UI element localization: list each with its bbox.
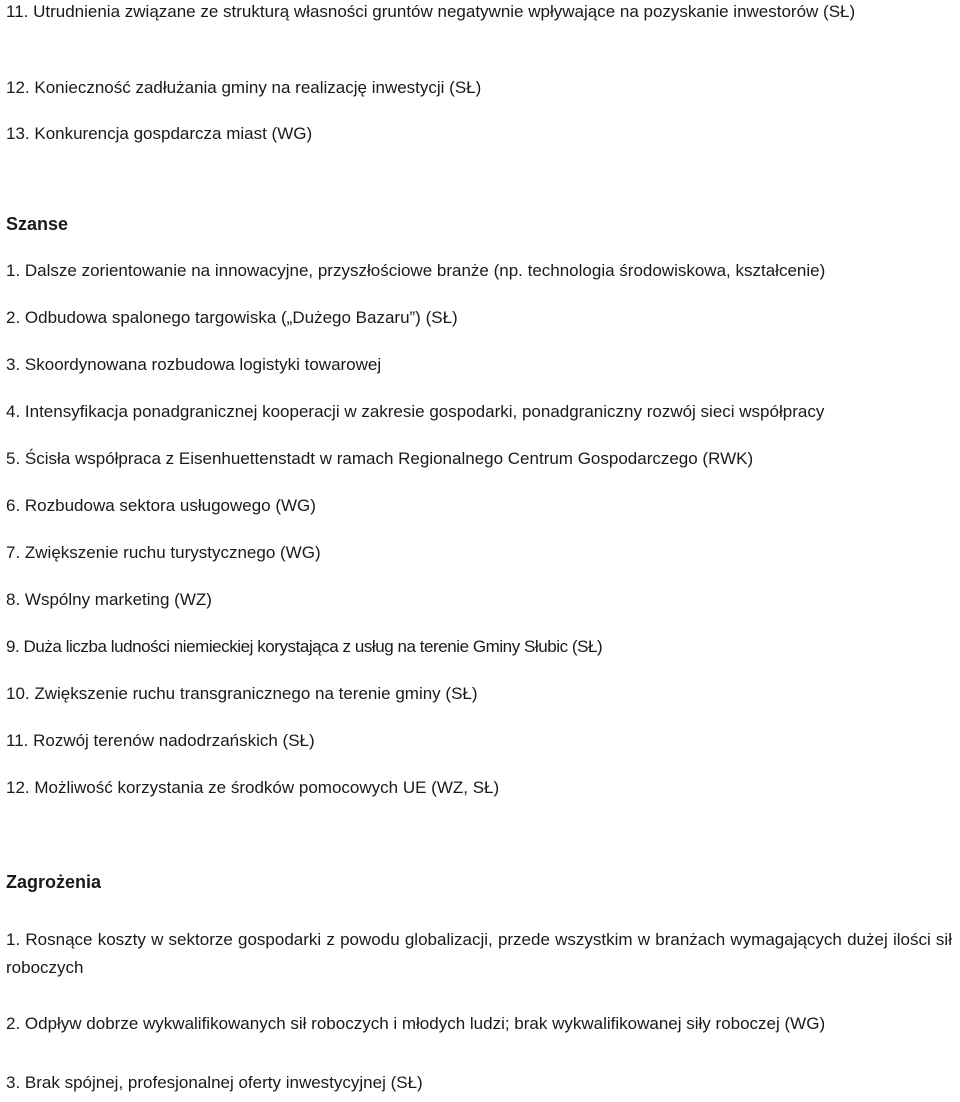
- weakness-item-12: 12. Konieczność zadłużania gminy na realizację inwestycji (SŁ): [6, 78, 482, 97]
- weakness-item-13: 13. Konkurencja gospdarcza miast (WG): [6, 124, 313, 143]
- opportunity-item-7: 7. Zwiększenie ruchu turystycznego (WG): [6, 543, 321, 562]
- opportunity-item-6: 6. Rozbudowa sektora usługowego (WG): [6, 496, 316, 515]
- opportunity-item-8: 8. Wspólny marketing (WZ): [6, 590, 212, 609]
- opportunity-item-11: 11. Rozwój terenów nadodrzańskich (SŁ): [6, 731, 315, 750]
- opportunity-item-1: 1. Dalsze zorientowanie na innowacyjne, przyszłościowe branże (np. technologia środowiskowa, kształcenie): [6, 261, 826, 280]
- threat-item-3: 3. Brak spójnej, profesjonalnej oferty inwestycyjnej (SŁ): [6, 1073, 423, 1092]
- opportunity-item-10: 10. Zwiększenie ruchu transgranicznego na terenie gminy (SŁ): [6, 684, 478, 703]
- threat-item-2: 2. Odpływ dobrze wykwalifikowanych sił roboczych i młodych ludzi; brak wykwalifikowanej siły roboczej (WG): [6, 1014, 826, 1033]
- opportunity-item-2: 2. Odbudowa spalonego targowiska („Dużego Bazaru”) (SŁ): [6, 308, 458, 327]
- opportunity-item-3: 3. Skoordynowana rozbudowa logistyki towarowej: [6, 355, 382, 374]
- threat-item-1: 1. Rosnące koszty w sektorze gospodarki z powodu globalizacji, przede wszystkim w branżach wymagających dużej ilości sił roboczych: [6, 930, 952, 977]
- threats-heading: Zagrożenia: [6, 872, 102, 892]
- weakness-item-11: 11. Utrudnienia związane ze strukturą własności gruntów negatywnie wpływające na pozyskanie inwestorów (SŁ): [6, 2, 856, 21]
- opportunities-heading: Szanse: [6, 214, 69, 234]
- opportunity-item-12: 12. Możliwość korzystania ze środków pomocowych UE (WZ, SŁ): [6, 778, 500, 797]
- opportunity-item-5: 5. Ścisła współpraca z Eisenhuettenstadt w ramach Regionalnego Centrum Gospodarczego (RWK): [6, 449, 754, 468]
- opportunity-item-4: 4. Intensyfikacja ponadgranicznej kooperacji w zakresie gospodarki, ponadgraniczny rozwój sieci współpracy: [6, 402, 825, 421]
- opportunity-item-9: 9. Duża liczba ludności niemieckiej korystająca z usług na terenie Gminy Słubic (SŁ): [6, 637, 603, 656]
